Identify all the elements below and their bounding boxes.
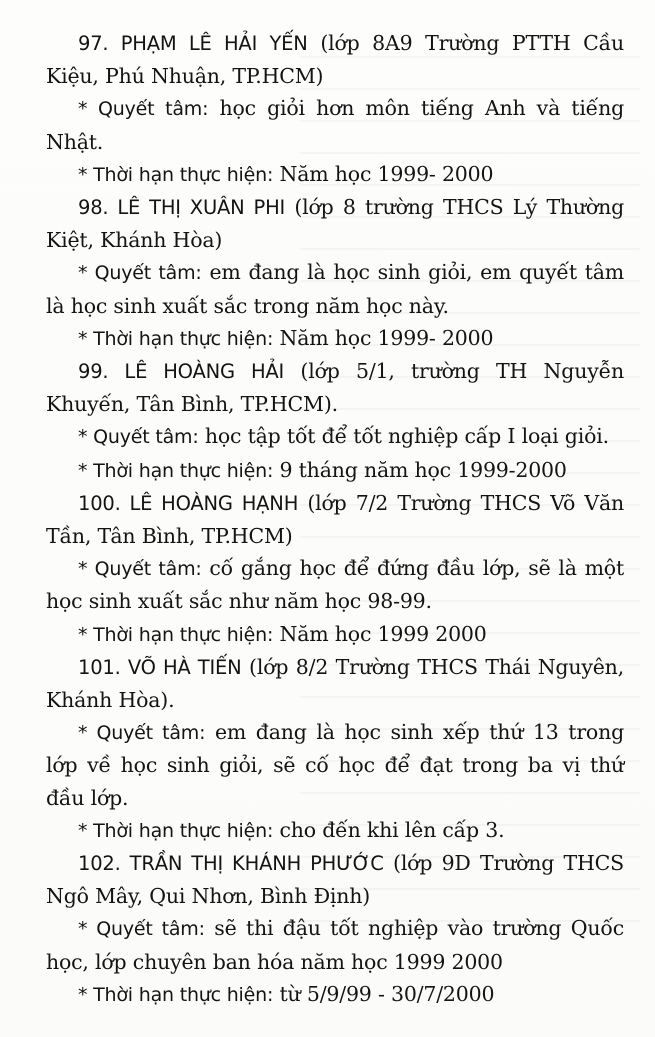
entry-header <box>46 847 624 912</box>
deadline-label: * Thời hạn thực hiện: <box>78 983 274 1006</box>
entry-number-name: 98. LÊ THỊ XUÂN PHI <box>78 196 286 220</box>
resolve-label: * Quyết tâm: <box>78 722 206 745</box>
entry-header <box>46 651 624 716</box>
resolve-label: * Quyết tâm: <box>78 918 205 941</box>
deadline-label: * Thời hạn thực hiện: <box>78 623 274 646</box>
resolve-label: * Quyết tâm: <box>78 262 202 285</box>
resolve-text: sẽ thi đậu tốt nghiệp vào trường Quốc học, lớp chuyên ban hóa năm học 1999 2000 <box>46 916 624 974</box>
entry-number-name: 101. VÕ HÀ TIẾN <box>78 655 242 679</box>
deadline-label: * Thời hạn thực hiện: <box>78 819 274 842</box>
entry-detail: (lớp 8A9 Trường PTTH Cầu Kiệu, Phú Nhuận, TP.HCM) <box>46 31 624 89</box>
entry-header <box>46 487 624 552</box>
deadline-text: cho đến khi lên cấp 3. <box>273 817 505 842</box>
resolve-text: học tập tốt để tốt nghiệp cấp I loại giỏi. <box>198 424 609 449</box>
entry-header <box>46 191 624 256</box>
entry-detail: (lớp 8/2 Trường THCS Thái Nguyên, Khánh Hòa). <box>46 654 624 713</box>
deadline-text: từ 5/9/99 - 30/7/2000 <box>273 981 495 1006</box>
entry-header <box>46 355 624 420</box>
resolve-text: em đang là học sinh xếp thứ 13 trong lớp về học sinh giỏi, sẽ cố học để đạt trong ba vị thứ đầu lớp. <box>46 720 624 810</box>
resolve-text: học giỏi hơn môn tiếng Anh và tiếng Nhật. <box>46 96 625 154</box>
deadline-text: Năm học 1999- 2000 <box>273 325 494 350</box>
deadline-label: * Thời hạn thực hiện: <box>78 327 274 350</box>
entry-deadline <box>46 158 624 191</box>
entry-detail: (lớp 8 trường THCS Lý Thường Kiệt, Khánh Hòa) <box>46 195 624 253</box>
entry-resolve <box>46 912 624 977</box>
entry-number-name: 102. TRẦN THỊ KHÁNH PHƯỚC <box>78 852 384 876</box>
entry-deadline <box>46 618 624 651</box>
deadline-text: Năm học 1999 2000 <box>273 621 487 646</box>
entry-resolve <box>46 420 624 453</box>
deadline-label: * Thời hạn thực hiện: <box>78 163 274 186</box>
entry-detail: (lớp 9D Trường THCS Ngô Mây, Qui Nhơn, Bình Định) <box>46 851 624 909</box>
entry-deadline <box>46 978 624 1011</box>
entry-number-name: 100. LÊ HOÀNG HẠNH <box>78 491 299 515</box>
entry-resolve <box>46 92 624 157</box>
entry-number-name: 99. LÊ HOÀNG HẢI <box>78 360 285 384</box>
resolve-label: * Quyết tâm: <box>78 558 202 581</box>
resolve-text: cố gắng học để đứng đầu lớp, sẽ là một học sinh xuất sắc như năm học 98-99. <box>46 556 624 614</box>
resolve-text: em đang là học sinh giỏi, em quyết tâm là học sinh xuất sắc trong năm học này. <box>46 260 624 318</box>
deadline-text: 9 tháng năm học 1999-2000 <box>273 457 567 482</box>
entry-resolve <box>46 716 624 814</box>
page-text <box>46 27 624 1011</box>
resolve-label: * Quyết tâm: <box>78 426 199 449</box>
entry-deadline <box>46 454 624 487</box>
entry-number-name: 97. PHẠM LÊ HẢI YẾN <box>78 32 308 55</box>
entry-deadline <box>46 814 624 847</box>
entry-resolve <box>46 256 624 321</box>
entry-detail: (lớp 5/1, trường TH Nguyễn Khuyến, Tân Bình, TP.HCM). <box>46 359 624 417</box>
resolve-label: * Quyết tâm: <box>78 98 209 121</box>
deadline-label: * Thời hạn thực hiện: <box>78 459 274 482</box>
entry-header <box>46 27 624 92</box>
entry-deadline <box>46 322 624 355</box>
entry-detail: (lớp 7/2 Trường THCS Võ Văn Tần, Tân Bình, TP.HCM) <box>46 490 624 549</box>
deadline-text: Năm học 1999- 2000 <box>273 161 494 186</box>
entry-resolve <box>46 552 624 617</box>
